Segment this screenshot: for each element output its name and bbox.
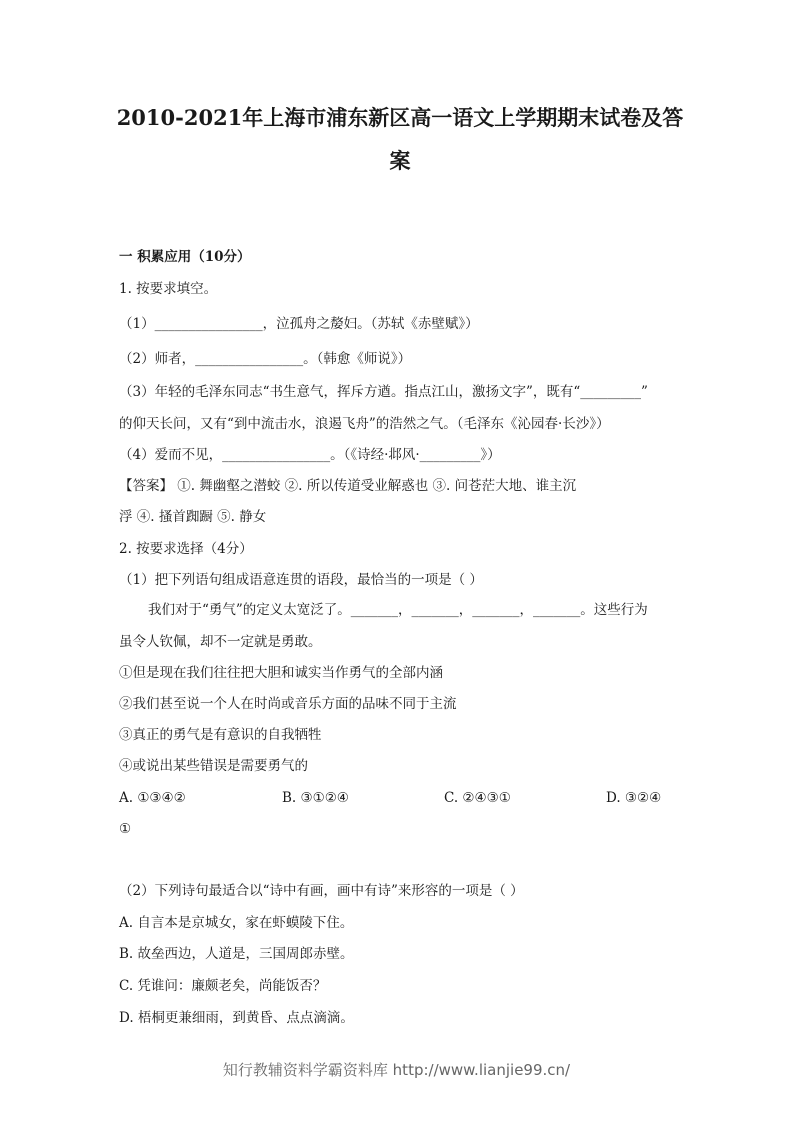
question-1-item-4: （4）爱而不见，________________。（《诗经·邶风·_________》） [119, 447, 501, 463]
question-1-stem: 1. 按要求填空。 [119, 281, 218, 297]
question-2-1-passage-line1: 我们对于“勇气”的定义太宽泛了。_______，_______，_______，_______。这些行为 [148, 602, 648, 618]
question-2-stem: 2. 按要求选择（4分） [119, 541, 253, 557]
question-2-2-option-a: A. 自言本是京城女，家在虾蟆陵下住。 [119, 915, 354, 931]
option-d: D. ③②④ [606, 790, 662, 806]
question-2-2-option-d: D. 梧桐更兼细雨，到黄昏、点点滴滴。 [119, 1010, 354, 1026]
option-c: C. ②④③① [444, 790, 511, 806]
question-1-item-1: （1）________________，泣孤舟之嫠妇。（苏轼《赤壁赋》） [119, 316, 479, 332]
sentence-3: ③真正的勇气是有意识的自我牺牲 [119, 727, 322, 743]
question-2-1-stem: （1）把下列语句组成语意连贯的语段，最恰当的一项是（ ） [119, 572, 483, 588]
option-a: A. ①③④② [119, 790, 186, 806]
sentence-2: ②我们甚至说一个人在时尚或音乐方面的品味不同于主流 [119, 696, 457, 712]
question-2-2-stem: （2）下列诗句最适合以“诗中有画，画中有诗”来形容的一项是（ ） [119, 883, 524, 899]
answer-line2: 浮 ④. 搔首踟蹰 ⑤. 静女 [119, 509, 267, 525]
document-title-line1: 2010-2021年上海市浦东新区高一语文上学期期末试卷及答 [116, 105, 684, 130]
sentence-4: ④或说出某些错误是需要勇气的 [119, 758, 308, 774]
question-2-2-option-c: C. 凭谁问：廉颇老矣，尚能饭否？ [119, 978, 327, 994]
option-b: B. ③①②④ [282, 790, 349, 806]
answer-line1: 【答案】 ①. 舞幽壑之潜蛟 ②. 所以传道受业解惑也 ③. 问苍茫大地、谁主沉 [119, 478, 577, 494]
footer-watermark: 知行教辅资料学霸资料库 http://www.lianjie99.cn/ [222, 1061, 571, 1079]
question-1-item-3-line1: （3）年轻的毛泽东同志“书生意气，挥斥方遒。指点江山，激扬文字”，既有“_________” [119, 384, 648, 400]
document-title-line2: 案 [389, 148, 411, 173]
section-heading: 一 积累应用（10分） [119, 249, 251, 265]
question-2-2-option-b: B. 故垒西边，人道是，三国周郎赤壁。 [119, 946, 354, 962]
question-1-item-3-line2: 的仰天长问，又有“到中流击水，浪遏飞舟”的浩然之气。（毛泽东《沁园春·长沙》） [119, 416, 610, 432]
question-2-1-passage-line2: 虽令人钦佩，却不一定就是勇敢。 [119, 634, 322, 650]
question-1-item-2: （2）师者，________________。（韩愈《师说》） [119, 351, 412, 367]
sentence-1: ①但是现在我们往往把大胆和诚实当作勇气的全部内涵 [119, 665, 443, 681]
option-d-wrap: ① [119, 821, 132, 837]
